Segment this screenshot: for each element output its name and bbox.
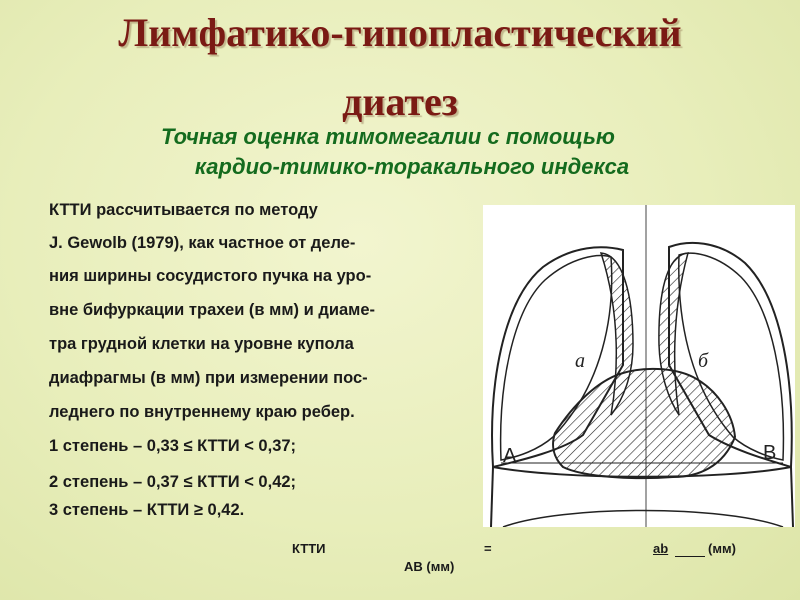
formula-unit: (мм) bbox=[708, 541, 736, 556]
label-b: б bbox=[698, 350, 709, 372]
left-lower-chest bbox=[491, 467, 493, 527]
body-line-5: тра грудной клетки на уровне купола bbox=[49, 335, 354, 353]
formula-denominator: AB (мм) bbox=[404, 559, 455, 574]
chest-xray-diagram bbox=[483, 205, 795, 527]
label-big-b: B bbox=[763, 442, 777, 464]
body-line-grade-2: 2 степень – 0,37 ≤ КТТИ < 0,42; bbox=[49, 473, 297, 491]
formula-equals: = bbox=[484, 541, 492, 556]
chest-diagram-svg bbox=[483, 205, 795, 527]
body-line-4: вне бифуркации трахеи (в мм) и диаме- bbox=[49, 301, 376, 319]
label-a: a bbox=[575, 350, 585, 372]
formula-fraction-bar bbox=[675, 556, 705, 557]
body-line-3: ния ширины сосудистого пучка на уро- bbox=[49, 267, 372, 285]
slide-subtitle-line-2: кардио-тимико-торакального индекса bbox=[194, 154, 630, 179]
right-lower-chest bbox=[791, 467, 793, 527]
body-line-2: J. Gewolb (1979), как частное от деле- bbox=[49, 234, 356, 252]
slide-subtitle-line-1: Точная оценка тимомегалии с помощью bbox=[161, 124, 615, 149]
body-line-1: КТТИ рассчитывается по методу bbox=[49, 201, 318, 219]
formula-numerator: ab bbox=[653, 541, 669, 556]
body-line-6: диафрагмы (в мм) при измерении пос- bbox=[49, 369, 368, 387]
body-line-7: леднего по внутреннему краю ребер. bbox=[49, 403, 355, 421]
lower-rib-curve bbox=[503, 511, 783, 528]
slide-title-line-2: диатез bbox=[342, 79, 458, 124]
label-big-a: A bbox=[503, 445, 517, 467]
formula-left: КТТИ bbox=[292, 541, 326, 556]
body-line-grade-1: 1 степень – 0,33 ≤ КТТИ < 0,37; bbox=[49, 437, 297, 455]
body-line-grade-3: 3 степень – КТТИ ≥ 0,42. bbox=[49, 501, 245, 519]
slide-title-line-1: Лимфатико-гипопластический bbox=[118, 10, 682, 55]
